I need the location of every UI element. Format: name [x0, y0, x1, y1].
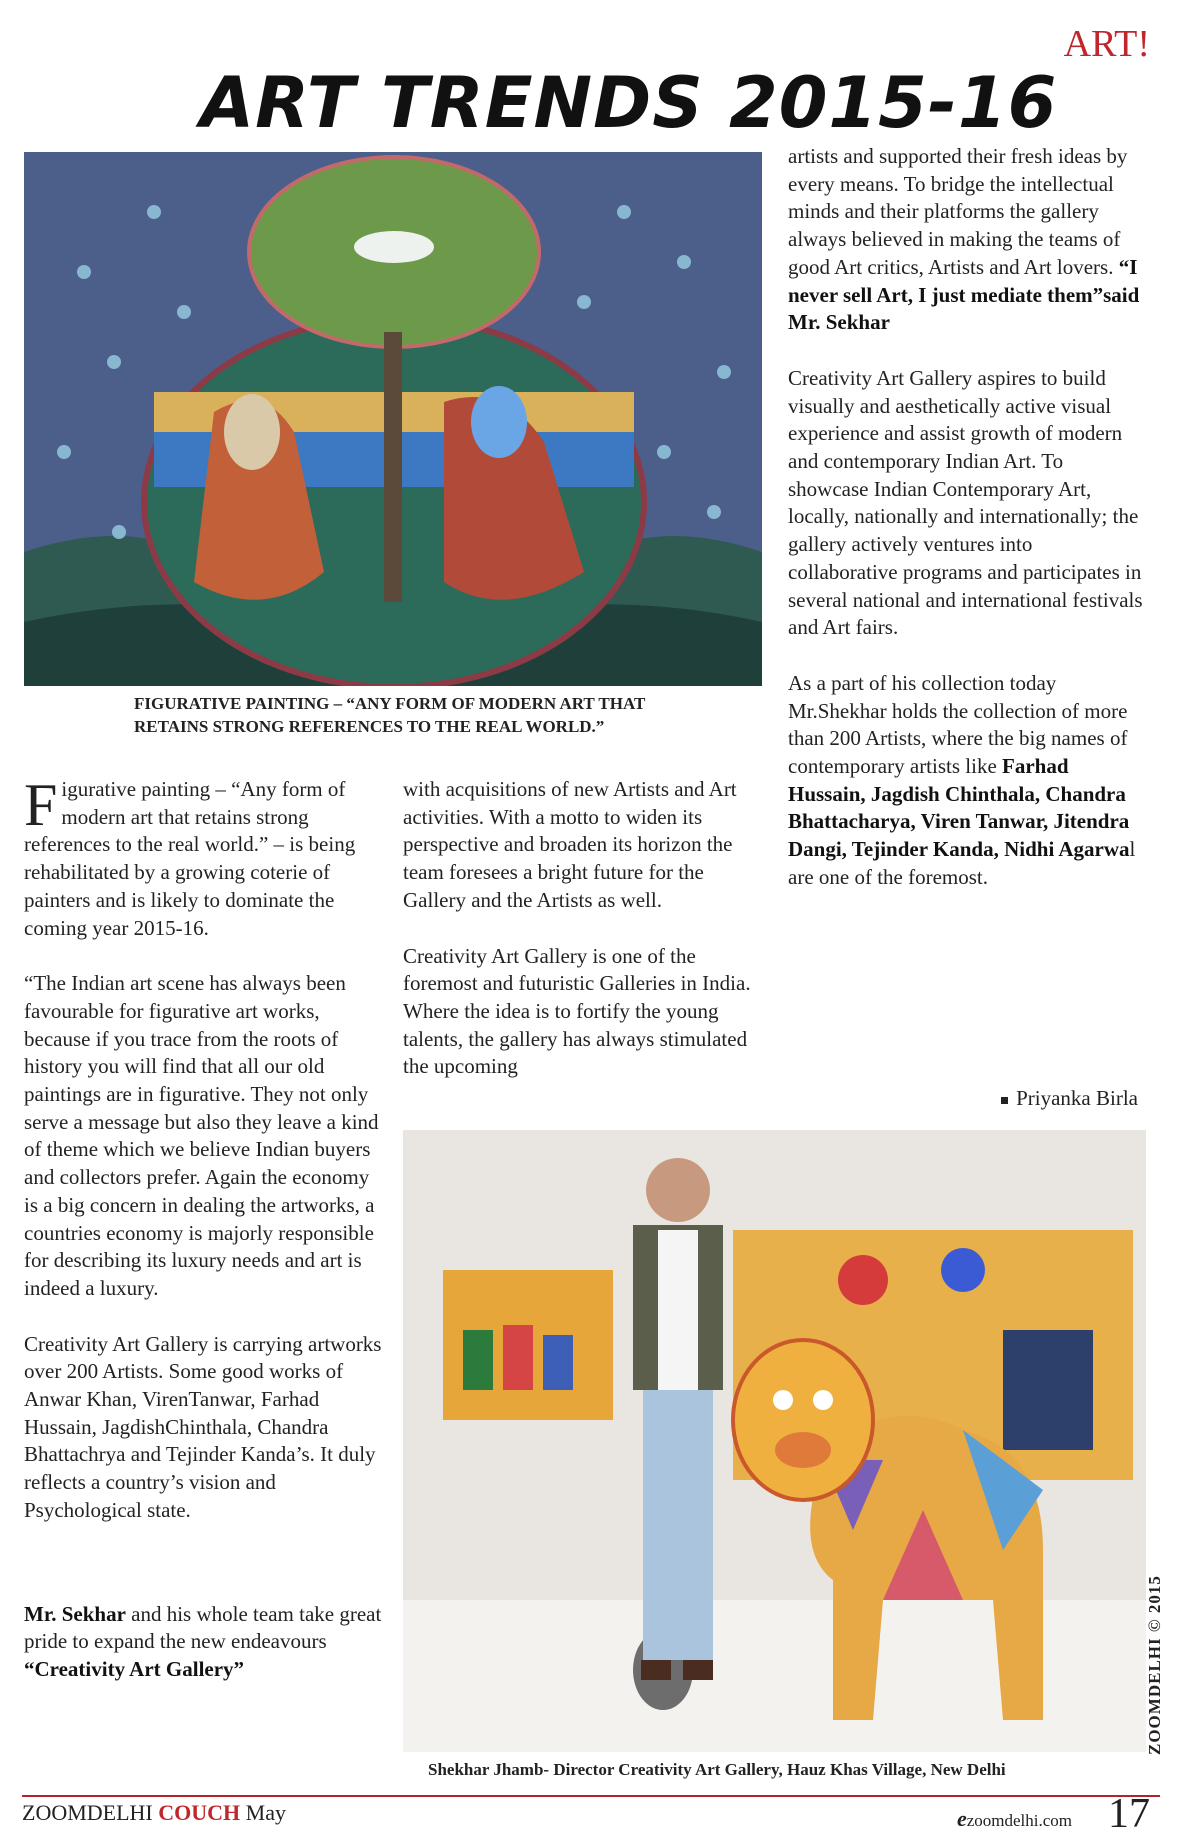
col3-paragraph-3: [788, 670, 1146, 892]
figure-caption-line2: RETAINS STRONG REFERENCES TO THE REAL WORLD.”: [134, 717, 605, 736]
artist-names-bold: Farhad Hussain, Jagdish Chinthala, Chandra Bhattacharya, Viren Tanwar, Jitendra Dangi, Tejinder Kanda, Nidhi Agarwa: [788, 754, 1130, 862]
drop-cap: F: [24, 772, 58, 838]
footer-brand: ZOOMDELHI: [22, 1800, 153, 1825]
page-headline: ART TRENDS 2015-16: [200, 62, 1058, 144]
col3-paragraph-2: Creativity Art Gallery aspires to build visually and aesthetically active visual experience and assist growth of modern and contemporary Indian Art. To showcase Indian Contemporary Art, locally, nationally and internationally; the gallery actively ventures into collaborative programs and participates in several national and international festivals and Art fairs.: [788, 365, 1143, 640]
col3-p3-text: As a part of his collection today Mr.Shekhar holds the collection of more than 200 Artists, where the big names of contemporary artists like: [788, 670, 1128, 779]
footer-month: May: [245, 1800, 286, 1825]
article-column-2: [403, 776, 763, 1109]
col1-paragraph-3: Creativity Art Gallery is carrying artworks over 200 Artists. Some good works of Anwar Khan, VirenTanwar, Farhad Hussain, JagdishChinthala, Chandra Bhattachrya and Tejinder Kanda’s. It duly reflects a country’s vision and Psychological state.: [24, 1331, 382, 1522]
col1-p1-text: igurative painting – “Any form of modern art that retains strong references to the real world.” – is being rehabilitated by a growing coterie of painters and is likely to dominate the coming year 2015-16.: [24, 777, 356, 940]
author-name: Priyanka Birla: [1016, 1086, 1138, 1110]
col3-paragraph-1: [788, 143, 1146, 337]
article-column-3: [788, 143, 1146, 920]
figure-caption: [134, 692, 694, 738]
footer-website: [957, 1806, 1072, 1832]
col2-paragraph-1: with acquisitions of new Artists and Art activities. With a motto to widen its perspective and broaden its horizon the team foresees a bright future for the Gallery and the Artists as well.: [403, 777, 737, 912]
footer-divider: [22, 1795, 1160, 1797]
col3-p3-end: l are one of the foremost.: [788, 837, 1136, 889]
photo-caption: Shekhar Jhamb- Director Creativity Art Gallery, Hauz Khas Village, New Delhi: [428, 1760, 1006, 1779]
author-byline: [1001, 1086, 1138, 1111]
footer-couch: COUCH: [158, 1800, 241, 1825]
figure-caption-line1: FIGURATIVE PAINTING – “ANY FORM OF MODERN ART THAT: [134, 694, 646, 713]
article-column-1: [24, 772, 384, 1712]
bullet-square-icon: [1001, 1097, 1008, 1104]
col1-paragraph-4: [24, 1601, 384, 1684]
footer-site: zoomdelhi.com: [966, 1811, 1072, 1830]
figurative-painting-image: [24, 152, 762, 686]
col1-paragraph-1: [24, 772, 384, 942]
gallery-name-bold: “Creativity Art Gallery”: [24, 1656, 245, 1681]
e-logo-icon: e: [956, 1806, 967, 1831]
page-number: 17: [1108, 1791, 1150, 1837]
col3-p1-text: artists and supported their fresh ideas by every means. To bridge the intellectual minds and their platforms the gallery always believed in making the teams of good Art critics, Artists and Art lovers.: [788, 144, 1128, 279]
col1-p4-text: and his whole team take great pride to expand the new endeavours: [24, 1601, 382, 1654]
col2-paragraph-2: Creativity Art Gallery is one of the foremost and futuristic Galleries in India. Where the idea is to fortify the young talents, the gallery has always stimulated the upcoming: [403, 943, 751, 1079]
sekhar-quote-bold: “I never sell Art, I just mediate them”said Mr. Sekhar: [788, 254, 1140, 335]
mr-sekhar-bold: Mr. Sekhar: [24, 1601, 126, 1626]
vertical-copyright: ZOOMDELHI © 2015: [1145, 1575, 1164, 1755]
section-tag: ART!: [1063, 23, 1150, 65]
footer-publication: [22, 1800, 286, 1826]
gallery-director-photo: [403, 1130, 1146, 1752]
col1-paragraph-2: “The Indian art scene has always been favourable for figurative art works, because if you trace from the roots of history you will find that all our old paintings are in figurative. They not only serve a message but also they leave a kind of theme which we believe Indian buyers and collectors prefer. Again the economy is a big concern in dealing the artworks, a countries economy is majorly responsible for describing its luxury needs and art is indeed a luxury.: [24, 971, 379, 1300]
